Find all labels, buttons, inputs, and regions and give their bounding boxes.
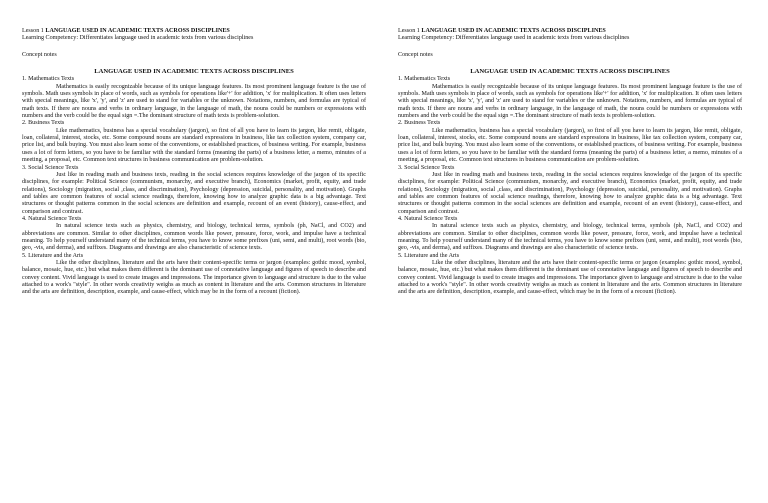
section-body-natural-science: In natural science texts such as physics, chemistry, and biology, technical terms, symbols (ph, NaCl, and CO2) and abbreviations are common. Similar to other disciplines, common words like power, pressure, force, work, and impulse have a technical meaning. To help yourself understand many of the technical terms, you have to know some prefixes (uni, semi, and multi), root words (bio, geo, -vis, and derma), and suffixes. Diagrams and drawings are also characteristic of science texts. [398,223,742,252]
page-content [398,28,742,297]
section-title-mathematics: 1. Mathematics Texts [398,76,451,83]
section-heading: LANGUAGE USED IN ACADEMIC TEXTS ACROSS DISCIPLINES [94,68,294,76]
section-title-literature-arts: 5. Literature and the Arts [22,252,84,259]
section-body-literature-arts: Like the other disciplines, literature and the arts have their content-specific terms or jargon (examples: gothic mood, symbol, balance, mosaic, hue, etc.) but what makes them different is the dominant use of connotative language and figures of speech to describe and convey content. Vivid language is used to create images and impressions. The importance given to language and structure is due to the value attached to a work's "style". In other words creativity weighs as much as content in literature and the arts. Common structures in literature and the arts are definition, description, example, and cause-effect, which may be in the form of a recount (fiction). [398,259,742,296]
section-title-natural-science: 4. Natural Science Texts [398,215,458,222]
document-page-right [384,0,768,503]
section-body-mathematics: Mathematics is easily recognizable because of its unique language features. Its most prominent language feature is the use of symbols. Math uses symbols in place of words, such as symbols for operations like'+' for addition, 'x' for multiplication. It often uses letters with special meanings, like 'x', 'y', and 'z' are used to stand for variables or the unknown. Notations, numbers, and formulas are typical of math texts. If there are nouns and verbs in ordinary language, in the language of math, the nouns could be numbers or expressions with numbers and the verb could be the equal sign =.The dominant structure of math texts is problem-solution. [22,83,366,120]
section-body-mathematics: Mathematics is easily recognizable because of its unique language features. Its most prominent language feature is the use of symbols. Math uses symbols in place of words, such as symbols for operations like'+' for addition, 'x' for multiplication. It often uses letters with special meanings, like 'x', 'y', and 'z' are used to stand for variables or the unknown. Notations, numbers, and formulas are typical of math texts. If there are nouns and verbs in ordinary language, in the language of math, the nouns could be numbers or expressions with numbers and the verb could be the equal sign =.The dominant structure of math texts is problem-solution. [398,83,742,120]
section-title-literature-arts: 5. Literature and the Arts [398,252,460,259]
section-body-social-science: Just like in reading math and business texts, reading in the social sciences requires knowledge of the jargon of its specific disciplines, for example: Political Science (communism, monarchy, and executive branch), Economics (market, profit, equity, and trade relations), Sociology (migration, social ,class, and discrimination), Psychology (depression, suicidal, personality, and motivation). Graphs and tables are common features of social science readings, therefore, knowing how to analyze graphic data is a big advantage. Text structures or thought patterns common in the social sciences are definition and example, recount of an event (history), cause-effect, and comparison and contrast. [22,171,366,215]
section-body-literature-arts: Like the other disciplines, literature and the arts have their content-specific terms or jargon (examples: gothic mood, symbol, balance, mosaic, hue, etc.) but what makes them different is the dominant use of connotative language and figures of speech to describe and convey content. Vivid language is used to create images and impressions. The importance given to language and structure is due to the value attached to a work's "style". In other words creativity weighs as much as content in literature and the arts. Common structures in literature and the arts are definition, description, example, and cause-effect, which may be in the form of a recount (fiction). [22,259,366,296]
page-content [22,28,366,297]
learning-competency: Learning Competency: Differentiates language used in academic texts from various disciplines [398,35,630,42]
section-body-social-science: Just like in reading math and business texts, reading in the social sciences requires knowledge of the jargon of its specific disciplines, for example: Political Science (communism, monarchy, and executive branch), Economics (market, profit, equity, and trade relations), Sociology (migration, social ,class, and discrimination), Psychology (depression, suicidal, personality, and motivation). Graphs and tables are common features of social science readings, therefore, knowing how to analyze graphic data is a big advantage. Text structures or thought patterns common in the social sciences are definition and example, recount of an event (history), cause-effect, and comparison and contrast. [398,171,742,215]
concept-notes-label: Concept notes [398,51,433,58]
section-title-business: 2. Business Texts [22,120,65,127]
concept-notes-label: Concept notes [22,51,57,58]
lesson-title-text: LANGUAGE USED IN ACADEMIC TEXTS ACROSS DISCIPLINES [45,28,230,34]
lesson-title-text: LANGUAGE USED IN ACADEMIC TEXTS ACROSS DISCIPLINES [421,28,606,34]
section-body-business: Like mathematics, business has a special vocabulary (jargon), so first of all you have to learn its jargon, like remit, obligate, loan, collateral, interest, stocks, etc. Some compound nouns are standard expressions in business, like tax collection system, company car, price list, and bulk buying. You must also learn some of the conventions, or established practices, of business writing. For example, business uses a lot of form letters, so you have to be familiar with the standard forms (meaning the parts) of a business letter, a memo, minutes of a meeting, a proposal, etc. Common text structures in business communication are problem-solution. [398,127,742,164]
section-heading: LANGUAGE USED IN ACADEMIC TEXTS ACROSS DISCIPLINES [470,68,670,76]
lesson-prefix: Lesson 1 [22,28,44,34]
lesson-prefix: Lesson 1 [398,28,420,34]
section-title-business: 2. Business Texts [398,120,441,127]
section-title-mathematics: 1. Mathematics Texts [22,76,75,83]
section-body-natural-science: In natural science texts such as physics, chemistry, and biology, technical terms, symbols (ph, NaCl, and CO2) and abbreviations are common. Similar to other disciplines, common words like power, pressure, force, work, and impulse have a technical meaning. To help yourself understand many of the technical terms, you have to know some prefixes (uni, semi, and multi), root words (bio, geo, -vis, and derma), and suffixes. Diagrams and drawings are also characteristic of science texts. [22,223,366,252]
section-title-social-science: 3. Social Science Texts [22,164,79,171]
section-body-business: Like mathematics, business has a special vocabulary (jargon), so first of all you have to learn its jargon, like remit, obligate, loan, collateral, interest, stocks, etc. Some compound nouns are standard expressions in business, like tax collection system, company car, price list, and bulk buying. You must also learn some of the conventions, or established practices, of business writing. For example, business uses a lot of form letters, so you have to be familiar with the standard forms (meaning the parts) of a business letter, a memo, minutes of a meeting, a proposal, etc. Common text structures in business communication are problem-solution. [22,127,366,164]
section-title-natural-science: 4. Natural Science Texts [22,215,82,222]
section-title-social-science: 3. Social Science Texts [398,164,455,171]
learning-competency: Learning Competency: Differentiates language used in academic texts from various disciplines [22,35,254,42]
